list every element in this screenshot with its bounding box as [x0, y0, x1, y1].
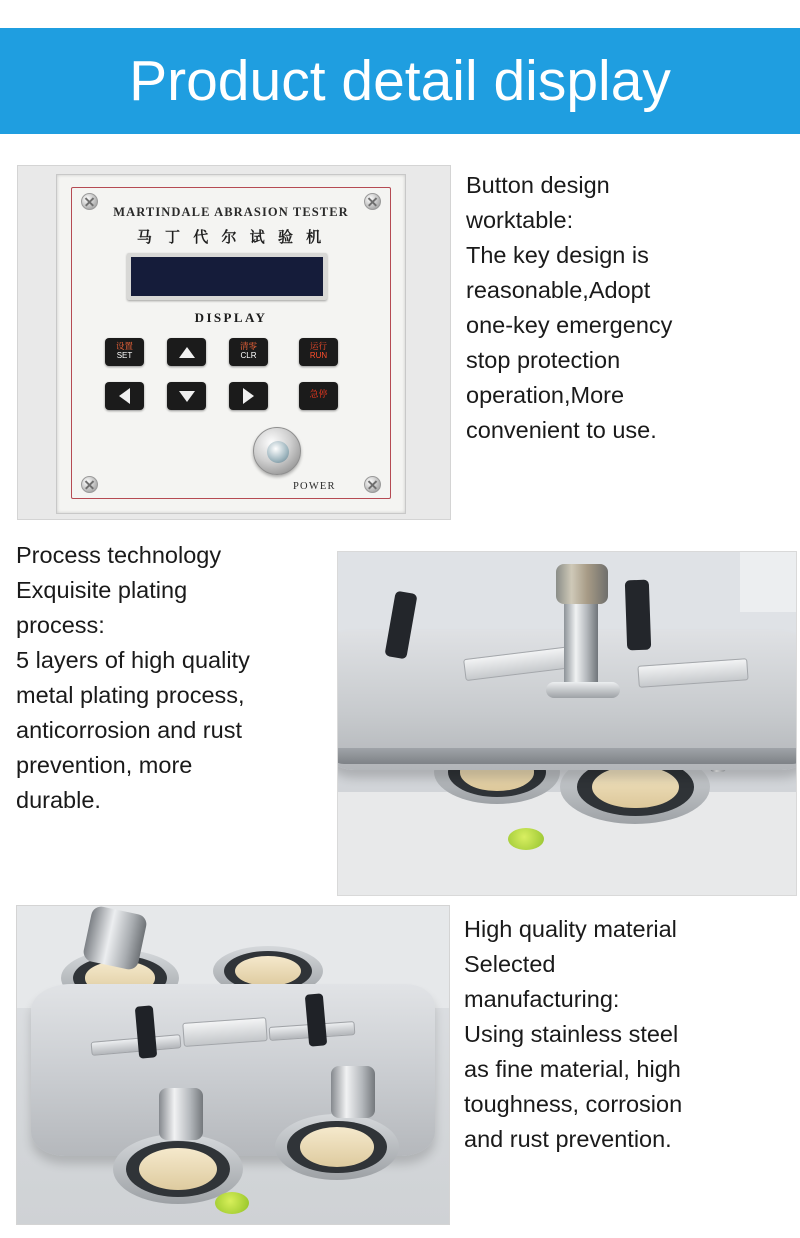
spindle-head — [556, 564, 608, 604]
bubble-level-icon — [215, 1192, 249, 1214]
abrasion-disc — [275, 1114, 399, 1180]
process-technology-body-line-5: durable. — [16, 787, 101, 813]
button-design-body-line-5: operation,More — [466, 382, 625, 408]
process-technology-heading-line-3: process: — [16, 612, 105, 638]
panel-title-english: MARTINDALE ABRASION TESTER — [113, 205, 349, 219]
process-technology-text — [16, 538, 346, 818]
disc-felt-pad — [235, 956, 301, 986]
spindle-base-flange — [546, 682, 620, 698]
emergency-stop-label-cn: 急停 — [309, 390, 328, 401]
set-key[interactable] — [105, 338, 144, 366]
power-label: POWER — [293, 481, 336, 492]
panel-title-chinese: 马 丁 代 尔 试 验 机 — [136, 228, 326, 246]
process-technology-body-line-1: 5 layers of high quality — [16, 647, 250, 673]
arrow-down-icon — [179, 391, 195, 402]
high-quality-heading-line-2: Selected — [464, 951, 556, 977]
high-quality-body-line-4: and rust prevention. — [464, 1126, 672, 1152]
disc-felt-pad — [139, 1148, 217, 1190]
control-panel-plate — [56, 174, 406, 514]
button-design-body-line-2: reasonable,Adopt — [466, 277, 651, 303]
run-key[interactable] — [299, 338, 338, 366]
clear-key-label-en: CLR — [240, 351, 257, 361]
page-title: Product detail display — [129, 48, 671, 113]
process-technology-body-line-3: anticorrosion and rust — [16, 717, 242, 743]
disc-felt-pad — [300, 1127, 374, 1167]
screw-icon — [364, 476, 381, 493]
spindle-weight — [331, 1066, 375, 1118]
run-key-label-en: RUN — [309, 351, 328, 361]
process-technology-heading-line-1: Process technology — [16, 542, 222, 568]
clear-key[interactable] — [229, 338, 268, 366]
arrow-up-icon — [179, 347, 195, 358]
run-key-label-cn: 运行 — [309, 342, 327, 353]
high-quality-material-text — [464, 912, 794, 1157]
button-design-heading-line-2: worktable: — [466, 207, 574, 233]
high-quality-heading-line-3: manufacturing: — [464, 986, 620, 1012]
arrow-right-icon — [243, 388, 254, 404]
clamp-handle — [625, 580, 651, 651]
high-quality-heading-line-1: High quality material — [464, 916, 677, 942]
button-design-body-line-1: The key design is — [466, 242, 649, 268]
process-technology-body-line-2: metal plating process, — [16, 682, 245, 708]
control-panel-photo — [17, 165, 451, 520]
photo-right-panel — [740, 552, 797, 612]
display-label: DISPLAY — [194, 310, 268, 325]
screw-icon — [81, 476, 98, 493]
disc-felt-pad — [592, 766, 679, 809]
worktable-edge — [337, 748, 797, 764]
high-quality-body-line-2: as fine material, high — [464, 1056, 681, 1082]
photo-floor — [338, 792, 796, 895]
set-key-label-cn: 设置 — [115, 342, 133, 353]
button-design-body-line-4: stop protection — [466, 347, 621, 373]
arrow-left-key[interactable] — [105, 382, 144, 410]
spindle-weight — [159, 1088, 203, 1140]
button-design-body-line-3: one-key emergency — [466, 312, 673, 338]
button-design-body-line-6: convenient to use. — [466, 417, 657, 443]
plating-closeup-photo — [337, 551, 797, 896]
bubble-level-icon — [508, 828, 544, 850]
header-banner — [0, 28, 800, 134]
lcd-display-screen — [127, 253, 327, 300]
arrow-up-key[interactable] — [167, 338, 206, 366]
worktable-overview-photo — [16, 905, 450, 1225]
high-quality-body-line-1: Using stainless steel — [464, 1021, 679, 1047]
arrow-down-key[interactable] — [167, 382, 206, 410]
button-design-text — [466, 168, 788, 448]
process-technology-heading-line-2: Exquisite plating — [16, 577, 188, 603]
arrow-right-key[interactable] — [229, 382, 268, 410]
arrow-left-icon — [119, 388, 130, 404]
power-switch-knob[interactable] — [253, 427, 301, 475]
button-design-heading-line-1: Button design — [466, 172, 610, 198]
high-quality-body-line-3: toughness, corrosion — [464, 1091, 683, 1117]
plated-spindle — [82, 905, 148, 971]
set-key-label-en: SET — [116, 351, 133, 361]
emergency-stop-key[interactable] — [299, 382, 338, 410]
clear-key-label-cn: 清零 — [239, 342, 257, 353]
process-technology-body-line-4: prevention, more — [16, 752, 193, 778]
